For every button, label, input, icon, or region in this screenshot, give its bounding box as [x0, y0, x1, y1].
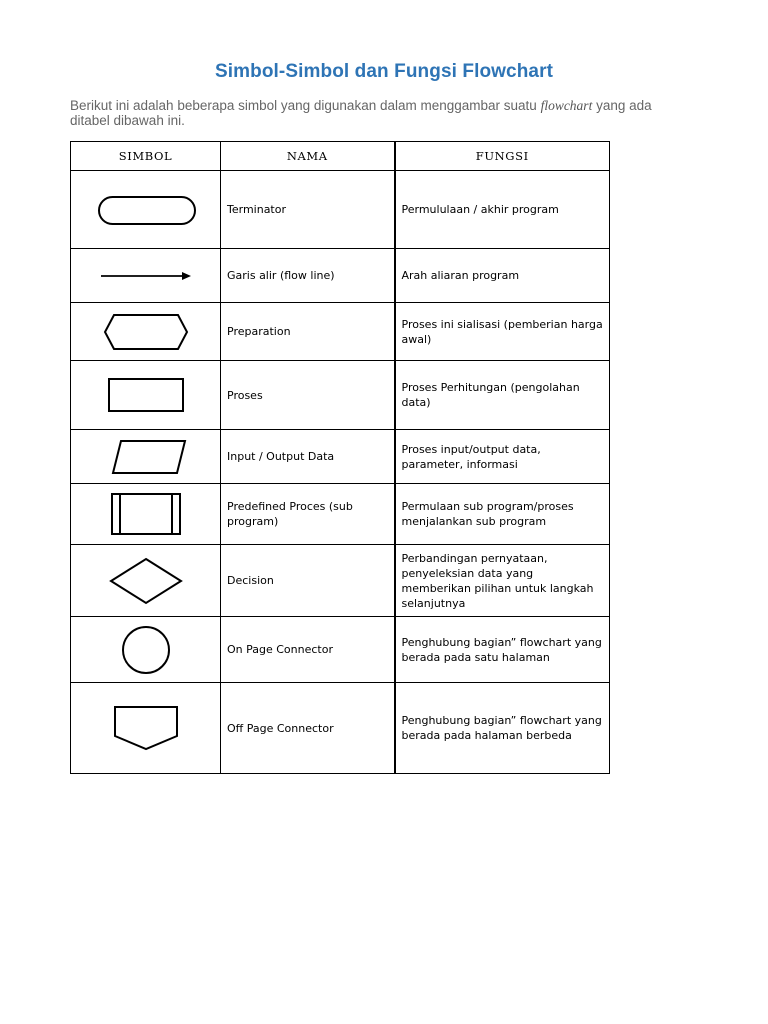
- symbol-cell: [71, 430, 221, 484]
- table-row: [71, 430, 610, 484]
- symbol-cell: [71, 545, 221, 617]
- nama-cell: Off Page Connector: [221, 683, 395, 774]
- terminator-icon: [91, 190, 201, 230]
- fungsi-cell: Proses input/output data, parameter, informasi: [395, 430, 610, 484]
- decision-diamond-icon: [91, 555, 201, 607]
- preparation-hexagon-icon: [91, 310, 201, 354]
- table-row: [71, 617, 610, 683]
- process-rectangle-icon: [91, 375, 201, 415]
- table-row: [71, 303, 610, 361]
- header-simbol: SIMBOL: [71, 142, 221, 171]
- table-row: [71, 249, 610, 303]
- symbol-cell: [71, 617, 221, 683]
- nama-cell: Proses: [221, 361, 395, 430]
- intro-text-start: Berikut ini adalah beberapa simbol yang digunakan dalam menggambar suatu: [70, 98, 541, 113]
- table-row: [71, 171, 610, 249]
- table-row: [71, 361, 610, 430]
- symbol-cell: [71, 361, 221, 430]
- off-page-connector-icon: [91, 704, 201, 752]
- fungsi-cell: Proses ini sialisasi (pemberian harga awal): [395, 303, 610, 361]
- nama-cell: Input / Output Data: [221, 430, 395, 484]
- fungsi-cell: Penghubung bagian” flowchart yang berada pada halaman berbeda: [395, 683, 610, 774]
- nama-cell: Terminator: [221, 171, 395, 249]
- page-title: Simbol-Simbol dan Fungsi Flowchart: [214, 61, 553, 82]
- fungsi-cell: Arah aliaran program: [395, 249, 610, 303]
- flowchart-symbols-table: [70, 141, 610, 774]
- intro-paragraph: [70, 98, 690, 128]
- symbol-cell: [71, 303, 221, 361]
- nama-cell: Decision: [221, 545, 395, 617]
- table-header-row: [71, 142, 610, 171]
- symbol-cell: [71, 249, 221, 303]
- header-fungsi: FUNGSI: [395, 142, 610, 171]
- nama-cell: On Page Connector: [221, 617, 395, 683]
- symbol-cell: [71, 171, 221, 249]
- on-page-connector-circle-icon: [91, 624, 201, 676]
- header-nama: NAMA: [221, 142, 395, 171]
- fungsi-cell: Permululaan / akhir program: [395, 171, 610, 249]
- intro-emphasis: flowchart: [540, 98, 593, 113]
- symbol-cell: [71, 683, 221, 774]
- nama-cell: Garis alir (flow line): [221, 249, 395, 303]
- nama-cell: Predefined Proces (sub program): [221, 484, 395, 545]
- intro-text-end: yang ada ditabel dibawah ini.: [70, 98, 652, 128]
- predefined-process-icon: [91, 490, 201, 538]
- fungsi-cell: Penghubung bagian” flowchart yang berada pada satu halaman: [395, 617, 610, 683]
- table-row: [71, 545, 610, 617]
- fungsi-cell: Proses Perhitungan (pengolahan data): [395, 361, 610, 430]
- flow-line-arrow-icon: [91, 266, 201, 286]
- fungsi-cell: Perbandingan pernyataan, penyeleksian data yang memberikan pilihan untuk langkah selanjutnya: [395, 545, 610, 617]
- nama-cell: Preparation: [221, 303, 395, 361]
- table-row: [71, 683, 610, 774]
- fungsi-cell: Permulaan sub program/proses menjalankan sub program: [395, 484, 610, 545]
- table-row: [71, 484, 610, 545]
- input-output-parallelogram-icon: [91, 437, 201, 477]
- symbol-cell: [71, 484, 221, 545]
